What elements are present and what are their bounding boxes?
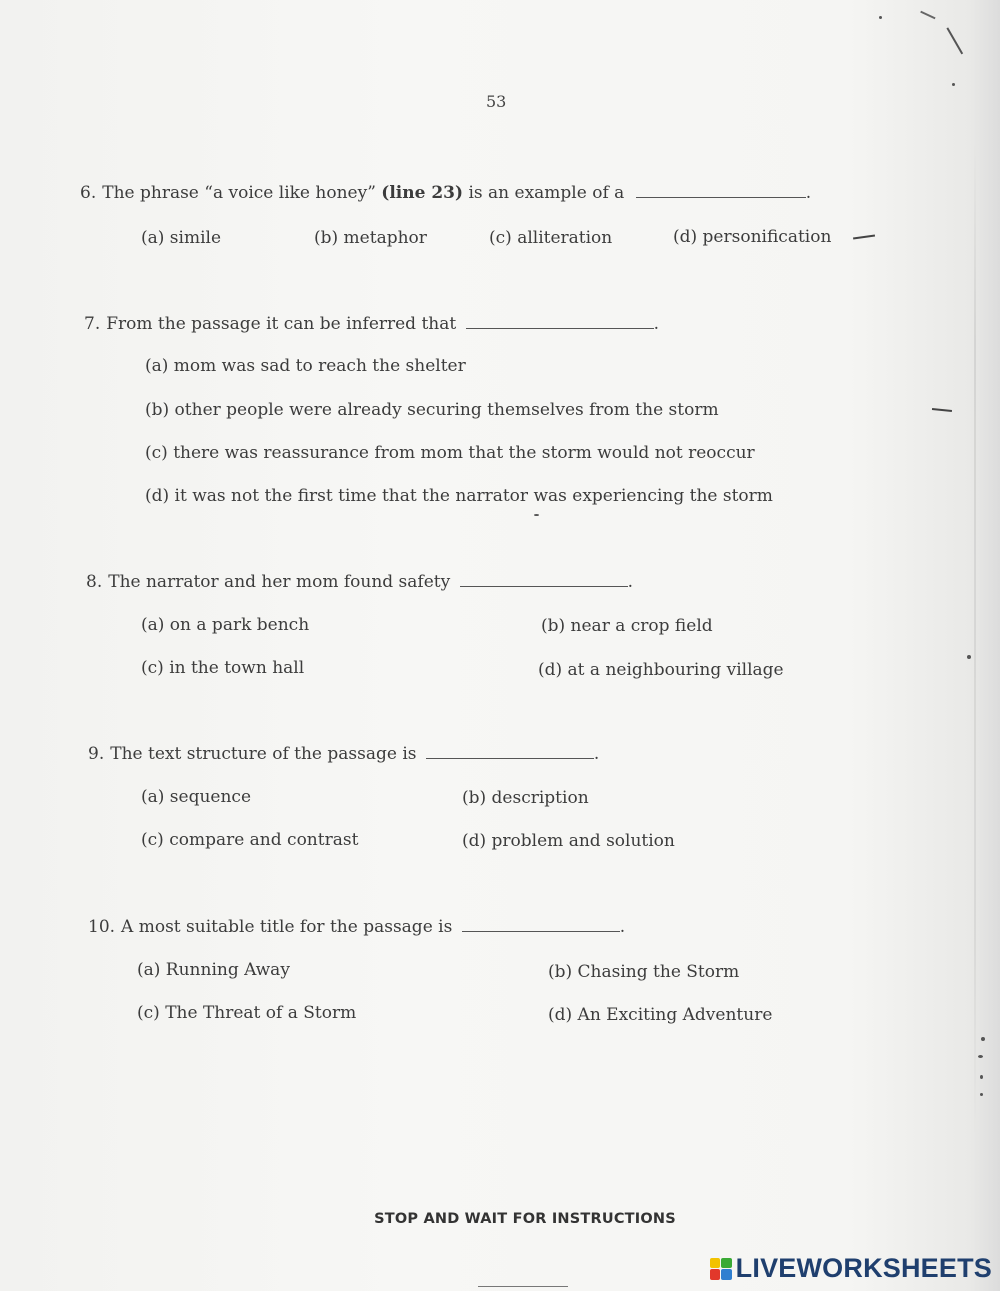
question-10 [88,917,625,937]
page-number: 53 [486,92,507,111]
option-8b[interactable]: (b) near a crop field [541,616,713,636]
question-text: A most suitable title for the passage is [121,917,453,937]
liveworksheets-brand [710,1253,992,1284]
question-number: 9. [88,744,105,764]
question-period: . [627,572,634,592]
liveworksheets-logo-icon [710,1258,732,1280]
scan-speck [980,1093,983,1096]
question-8 [86,572,633,592]
pen-mark [853,234,875,239]
question-number: 7. [84,314,101,334]
scan-speck [534,514,539,516]
question-period: . [619,917,626,937]
option-8d[interactable]: (d) at a neighbouring village [538,660,784,680]
question-7 [84,314,659,334]
question-period: . [653,314,660,334]
option-9a[interactable]: (a) sequence [141,787,252,807]
question-text: The phrase “a voice like honey” [102,183,382,203]
brand-name: LIVEWORKSHEETS [735,1253,992,1283]
stop-instruction: STOP AND WAIT FOR INSTRUCTIONS [374,1211,676,1227]
answer-blank[interactable] [462,917,620,932]
answer-blank[interactable] [636,183,806,198]
question-number: 6. [80,183,97,203]
logo-square [721,1269,732,1280]
paper-edge-shadow [974,140,976,1140]
answer-blank[interactable] [460,572,628,587]
question-text: The text structure of the passage is [110,744,417,764]
scan-speck [879,16,882,19]
question-9 [88,744,599,764]
question-period: . [805,183,812,203]
scan-speck [981,1037,985,1041]
logo-square [710,1258,721,1269]
option-9c[interactable]: (c) compare and contrast [141,830,359,850]
option-10a[interactable]: (a) Running Away [137,960,290,980]
option-10b[interactable]: (b) Chasing the Storm [548,962,740,982]
option-8a[interactable]: (a) on a park bench [141,615,310,635]
option-6b[interactable]: (b) metaphor [314,228,427,248]
option-8c[interactable]: (c) in the town hall [141,658,305,678]
logo-square [710,1269,721,1280]
option-9b[interactable]: (b) description [462,788,589,808]
option-7a[interactable]: (a) mom was sad to reach the shelter [145,356,466,376]
question-number: 8. [86,572,103,592]
option-6a[interactable]: (a) simile [141,228,222,248]
question-text: From the passage it can be inferred that [106,314,457,334]
bottom-rule [478,1286,568,1287]
question-6 [80,183,811,203]
option-10d[interactable]: (d) An Exciting Adventure [548,1005,773,1025]
question-text: The narrator and her mom found safety [108,572,451,592]
option-10c[interactable]: (c) The Threat of a Storm [137,1003,357,1023]
scan-speck [978,1055,983,1058]
option-7d[interactable]: (d) it was not the first time that the narrator was experiencing the storm [145,486,773,506]
option-6d[interactable]: (d) personification [673,227,832,247]
option-7c[interactable]: (c) there was reassurance from mom that the storm would not reoccur [145,443,755,463]
question-number: 10. [88,917,116,937]
question-text-tail: is an example of a [463,183,625,203]
question-period: . [593,744,600,764]
pen-mark [932,408,952,412]
option-9d[interactable]: (d) problem and solution [462,831,675,851]
scan-speck [980,1075,983,1079]
option-6c[interactable]: (c) alliteration [489,228,613,248]
logo-square [721,1258,732,1269]
answer-blank[interactable] [466,314,654,329]
answer-blank[interactable] [426,744,594,759]
option-7b[interactable]: (b) other people were already securing themselves from the storm [145,400,719,420]
pen-mark [920,11,935,19]
scan-speck [952,83,955,86]
line-reference: (line 23) [381,183,464,203]
scan-speck [967,655,971,659]
pen-mark [947,27,963,54]
